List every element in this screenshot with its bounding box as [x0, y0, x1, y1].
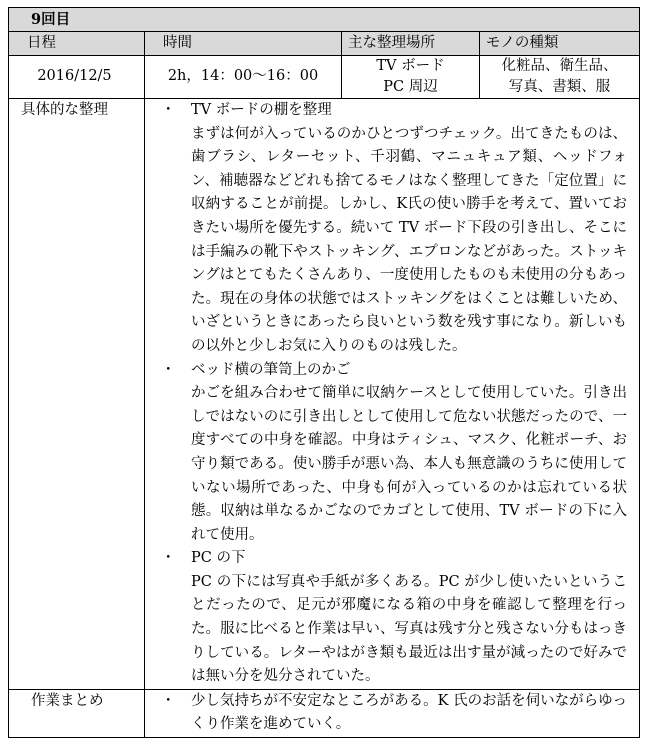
summary-row — [9, 689, 640, 737]
summary-item — [9, 690, 627, 737]
header-date: 日程 — [9, 32, 145, 56]
specific-content — [145, 99, 640, 690]
section-text: まずは何が入っているのかひとつずつチェック。出てきたものは、歯ブラシ、レターセット、千羽鶴、マニュキュア類、ヘッドフォン、補聴器などどれも捨てるモノはなく整理してきた「定位置」に収納することが前提。しかし、K氏の使い勝手を考えて、置いておきたい場所を優先する。続いて TV ボード下段の引き出し、そこには手編みの靴下やストッキング、エプロンなどがあった。ストッキングはとてもたくさんあり、一度使用したものも未使用の分もあった。現在の身体の状態ではストッキングをはくことは難しいため、いざというときにあったら良いという数を残す事になり。新しいもの以外と少しお気に入りのものは残した。 — [191, 125, 628, 354]
bullet: ・ — [161, 550, 176, 567]
bullet: ・ — [161, 361, 176, 378]
info-place: TV ボード PC 周辺 — [342, 56, 480, 99]
info-time: 2h，14：00～16：00 — [145, 56, 342, 99]
info-items: 化粧品、衛生品、 写真、書類、服 — [480, 56, 640, 99]
info-row — [9, 56, 640, 99]
section-basket — [9, 359, 627, 548]
specific-label: 具体的な整理 — [9, 99, 145, 690]
bullet: ・ — [161, 692, 176, 709]
section-tv-board — [9, 99, 627, 359]
summary-text: 少し気持ちが不安定なところがある。K 氏のお話を伺いながらゆっくり作業を進めていく。 — [191, 692, 628, 733]
specific-row — [9, 99, 640, 690]
header-place: 主な整理場所 — [342, 32, 480, 56]
section-title: PC の下 — [191, 550, 246, 567]
section-text: かごを組み合わせて簡単に収納ケースとして使用していた。引き出しではないのに引き出しとして使用して危ない状態だったので、一度すべての中身を確認。中身はティシュ、マスク、化粧ポーチ、お守り類である。使い勝手が悪い為、本人も無意識のうちに使用していない場所であった、中身も何が入っているのかは忘れている状態。収納は単なるかごなのでカゴとして使用、TV ボードの下に入れて使用。 — [191, 385, 628, 543]
summary-label: 作業まとめ — [9, 689, 145, 737]
session-title: 9回目 — [9, 8, 640, 32]
section-title: TV ボードの棚を整理 — [191, 102, 332, 118]
header-items: モノの種類 — [480, 32, 640, 56]
section-title: ベッド横の筆笥上のかご — [191, 361, 351, 378]
bullet: ・ — [161, 102, 176, 118]
info-date: 2016/12/5 — [9, 56, 145, 99]
section-pc — [9, 547, 627, 689]
summary-content — [145, 689, 640, 737]
record-table — [8, 7, 640, 738]
header-time: 時間 — [145, 32, 342, 56]
header-row — [9, 32, 640, 56]
section-text: PC の下には写真や手紙が多くある。PC が少し使いたいということだったので、足元が邪魔になる箱の中身を確認して整理を行った。服に比べると作業は早い、写真は残す分と残さない分もはっきりしている。レターやはがき類も最近は出す量が減ったので好みでは無い分を処分されていた。 — [191, 573, 628, 685]
